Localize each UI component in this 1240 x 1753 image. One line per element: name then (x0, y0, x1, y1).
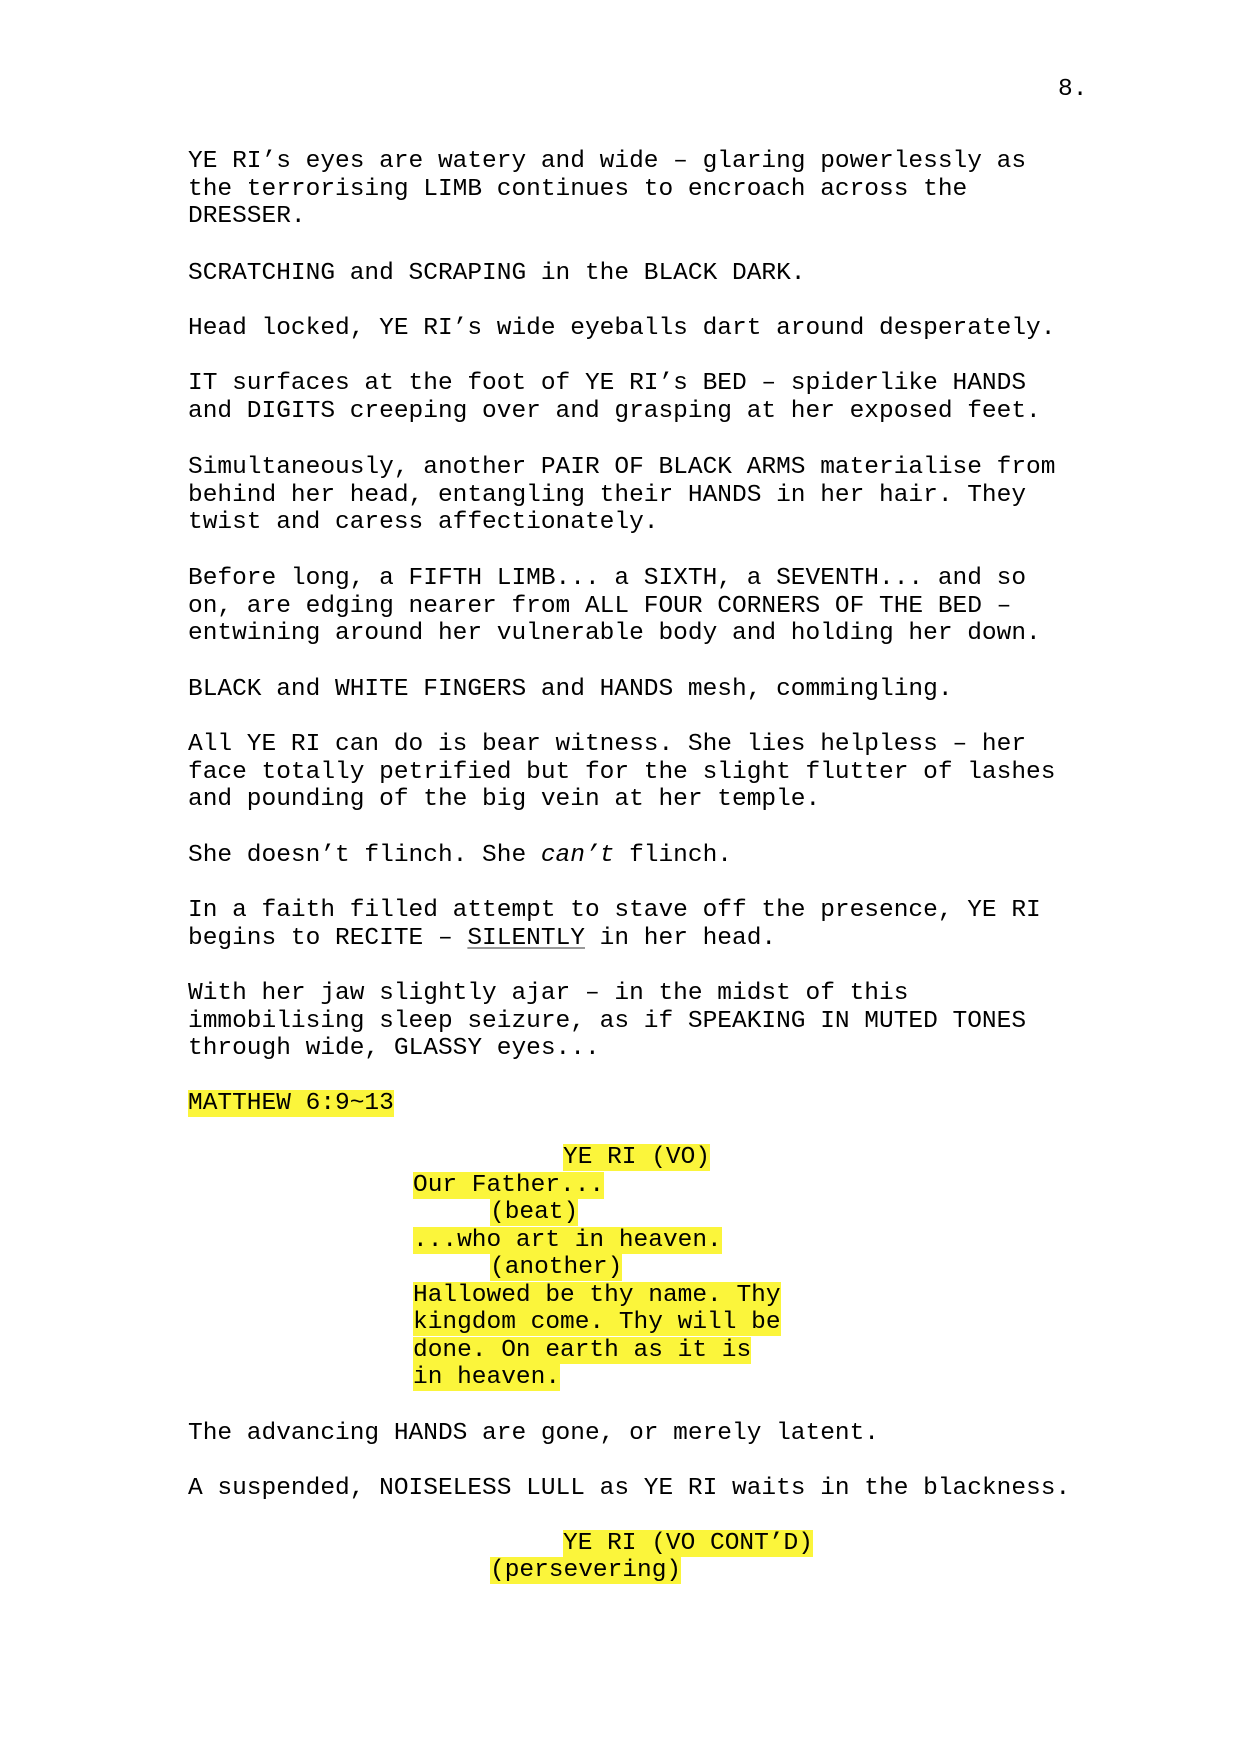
highlighted-text: ...who art in heaven. (413, 1227, 722, 1254)
dialogue-line (413, 1227, 722, 1255)
parenthetical (490, 1199, 578, 1227)
action-paragraph (188, 842, 732, 870)
action-paragraph: A suspended, NOISELESS LULL as YE RI waits in the blackness. (188, 1475, 1071, 1502)
dialogue-line (413, 1364, 560, 1392)
character-name (563, 1144, 710, 1172)
dialogue-line (413, 1172, 604, 1200)
emphasis-text: can’t (540, 842, 615, 869)
highlighted-text: (another) (490, 1254, 623, 1281)
highlighted-text: kingdom come. Thy will be (413, 1309, 781, 1336)
page-number: 8. (1058, 76, 1088, 103)
action-paragraph: All YE RI can do is bear witness. She lies helpless – her face totally petrified but for the slight flutter of lashes and pounding of the big vein at her temple. (188, 731, 1056, 814)
parenthetical (490, 1557, 681, 1585)
action-paragraph: IT surfaces at the foot of YE RI’s BED – spiderlike HANDS and DIGITS creeping over and grasping at her exposed feet. (188, 370, 1041, 425)
action-paragraph: Simultaneously, another PAIR OF BLACK ARMS materialise from behind her head, entangling their HANDS in her hair. They twist and caress affectionately. (188, 454, 1056, 537)
text-run: flinch. (614, 842, 732, 869)
action-paragraph: SCRATCHING and SCRAPING in the BLACK DARK. (188, 260, 806, 287)
action-paragraph: Head locked, YE RI’s wide eyeballs dart around desperately. (188, 315, 1056, 342)
dialogue-line (413, 1337, 751, 1365)
action-paragraph: Before long, a FIFTH LIMB... a SIXTH, a SEVENTH... and so on, are edging nearer from ALL FOUR CORNERS OF THE BED – entwining around her vulnerable body and holding her down. (188, 565, 1041, 648)
highlighted-paragraph (188, 1090, 394, 1118)
action-paragraph (188, 897, 1041, 952)
action-paragraph: BLACK and WHITE FINGERS and HANDS mesh, commingling. (188, 676, 953, 703)
highlighted-text: YE RI (VO CONT’D) (563, 1530, 813, 1557)
highlighted-text: in heaven. (413, 1364, 561, 1391)
highlighted-text: done. On earth as it is (413, 1337, 752, 1364)
text-run: begins to RECITE – (188, 924, 468, 952)
highlighted-text: Hallowed be thy name. Thy (413, 1282, 781, 1309)
text-run: In a faith filled attempt to stave off the presence, YE RI (188, 897, 1041, 924)
dialogue-line (413, 1282, 781, 1310)
action-paragraph: With her jaw slightly ajar – in the midst of this immobilising sleep seizure, as if SPEAKING IN MUTED TONES through wide, GLASSY eyes... (188, 980, 1027, 1063)
character-name (563, 1530, 813, 1558)
action-paragraph: YE RI’s eyes are watery and wide – glaring powerlessly as the terrorising LIMB continues to encroach across the DRESSER. (188, 148, 1027, 231)
dialogue-line (413, 1309, 781, 1337)
highlighted-text: MATTHEW 6:9~13 (188, 1090, 394, 1117)
highlighted-text: Our Father... (413, 1172, 605, 1199)
highlighted-text: (persevering) (490, 1557, 682, 1584)
highlighted-text: (beat) (490, 1199, 579, 1226)
underlined-text: SILENTLY (467, 924, 585, 952)
action-paragraph: The advancing HANDS are gone, or merely latent. (188, 1420, 880, 1447)
highlighted-text: YE RI (VO) (563, 1144, 711, 1171)
text-run: She doesn’t flinch. She (188, 842, 541, 869)
parenthetical (490, 1254, 622, 1282)
text-run: in her head. (584, 924, 777, 952)
